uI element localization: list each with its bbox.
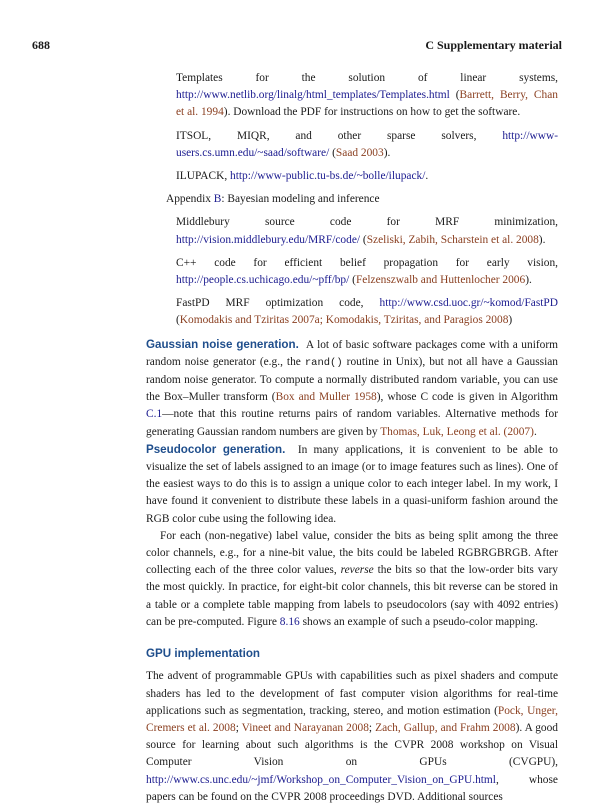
chapter-title: C Supplementary material bbox=[425, 38, 562, 52]
gpu-paragraph: The advent of programmable GPUs with capabilities such as pixel shaders and compute shaders has led to the development of fast computer vision algorithms for real-time applications such as segmentation, tracking, stereo, and motion estimation (Pock, Unger, Cremers et al. 2008; Vineet and Narayanan 2008; Zach, Gallup, and Frahm 2008). A good source for learning about such algorithms is the CVPR 2008 workshop on Visual Computer Vision on GPUs (CVGPU), http://www.cs.unc.edu/~jmf/Workshop_on_Computer_Vision_on_GPU.html, whose papers can be found on the CVPR 2008 proceedings DVD. Additional sources bbox=[146, 670, 558, 803]
pseudocolor-paragraph-2: For each (non-negative) label value, consider the bits as being split among the three color channels, e.g., for a nine-bit value, the bits could be labeled RGBRGBRGB. After collecting each of the three color values, reverse the bits so that the low-order bits vary the most quickly. In practice, for eight-bit color channels, this bit reverse can be stored in a table or a complete table mapping from labels to pseudocolors (say with 4092 entries) can be pre-computed. Figure 8.16 shows an example of such a pseudo-color mapping. bbox=[146, 529, 558, 628]
appendix-ref-link[interactable]: B bbox=[213, 193, 222, 206]
citation-link[interactable]: Zach, Gallup, and Frahm 2008 bbox=[375, 721, 516, 734]
citation-link[interactable]: Felzenszwalb and Huttenlocher 2006 bbox=[355, 274, 526, 287]
reference-link[interactable]: http://www.csd.uoc.gr/~komod/FastPD bbox=[379, 297, 558, 310]
reference-entry: C++ code for efficient belief propagation for early vision, http://people.cs.uchicago.edu/~pff/bp/ (Felzenszwalb and Huttenlocher 2006). bbox=[176, 256, 558, 287]
citation-link[interactable]: Box and Muller 1958 bbox=[275, 391, 377, 404]
reference-entry: Middlebury source code for MRF minimization, http://vision.middlebury.edu/MRF/code/ (Szeliski, Zabih, Scharstein et al. 2008). bbox=[176, 216, 558, 246]
reference-entry: FastPD MRF optimization code, http://www.csd.uoc.gr/~komod/FastPD (Komodakis and Tziritas 2007a; Komodakis, Tziritas, and Paragios 2008) bbox=[176, 297, 558, 327]
reference-entry: ITSOL, MIQR, and other sparse solvers, http://www-users.cs.umn.edu/~saad/software/ (Saad 2003). bbox=[176, 129, 558, 159]
pseudocolor-paragraph: Pseudocolor generation. In many applications, it is convenient to be able to visualize the set of labels assigned to an image (or to image features such as lines). One of the easiest ways to do this is to assign a unique color to each integer label. In my work, I have found it convenient to distribute these labels in a quasi-uniform fashion around the RGB color cube using the following idea. bbox=[146, 442, 558, 525]
code-rand: rand() bbox=[304, 356, 343, 369]
gpu-heading: GPU implementation bbox=[146, 647, 261, 661]
reference-link[interactable]: http://people.cs.uchicago.edu/~pff/bp/ bbox=[176, 274, 350, 287]
citation-link[interactable]: Saad 2003 bbox=[335, 146, 384, 159]
reference-link[interactable]: http://www.netlib.org/linalg/html_templates/Templates.html bbox=[176, 89, 450, 102]
citation-link[interactable]: Vineet and Narayanan 2008 bbox=[241, 721, 369, 734]
gaussian-heading: Gaussian noise generation. bbox=[146, 337, 299, 351]
reference-link[interactable]: http://vision.middlebury.edu/MRF/code/ bbox=[176, 233, 361, 246]
appendix-heading: Appendix B: Bayesian modeling and inference bbox=[166, 193, 380, 206]
citation-link[interactable]: Szeliski, Zabih, Scharstein et al. 2008 bbox=[366, 233, 539, 246]
citation-link[interactable]: Pock, Unger, Cremers et al. 2008 bbox=[146, 704, 558, 734]
reference-link[interactable]: http://www-public.tu-bs.de/~bolle/ilupack/ bbox=[230, 170, 426, 183]
page-header bbox=[32, 38, 562, 53]
algorithm-ref-link[interactable]: C.1 bbox=[146, 408, 163, 421]
figure-ref-link[interactable]: 8.16 bbox=[279, 615, 300, 628]
reference-link[interactable]: http://www-users.cs.umn.edu/~saad/software/ bbox=[176, 129, 558, 159]
reference-link[interactable]: http://www.cs.unc.edu/~jmf/Workshop_on_Computer_Vision_on_GPU.html bbox=[146, 773, 496, 786]
pseudocolor-heading: Pseudocolor generation. bbox=[146, 442, 286, 456]
emphasis-reverse: reverse bbox=[340, 564, 374, 577]
page-number: 688 bbox=[32, 38, 50, 52]
citation-link[interactable]: Komodakis and Tziritas 2007a; Komodakis, Tziritas, and Paragios 2008 bbox=[179, 314, 509, 327]
citation-link[interactable]: Thomas, Luk, Leong et al. (2007) bbox=[380, 425, 534, 438]
reference-entry: ILUPACK, http://www-public.tu-bs.de/~bolle/ilupack/. bbox=[176, 170, 429, 183]
citation-link[interactable]: Barrett, Berry, Chan et al. 1994 bbox=[176, 89, 558, 119]
gaussian-paragraph: Gaussian noise generation. A lot of basic software packages come with a uniform random noise generator (e.g., the rand() routine in Unix), but not all have a Gaussian random noise generator. To compute a normally distributed random variable, you can use the Box–Muller transform (Box and Muller 1958), whose C code is given in Algorithm C.1—note that this routine returns pairs of random variables. Alternative methods for generating Gaussian random numbers are given by Thomas, Luk, Leong et al. (2007). bbox=[146, 337, 558, 438]
page-body bbox=[146, 70, 558, 806]
reference-entry: Templates for the solution of linear systems, http://www.netlib.org/linalg/html_templates/Templates.html (Barrett, Berry, Chan et al. 1994). Download the PDF for instructions on how to get the software. bbox=[176, 72, 558, 119]
